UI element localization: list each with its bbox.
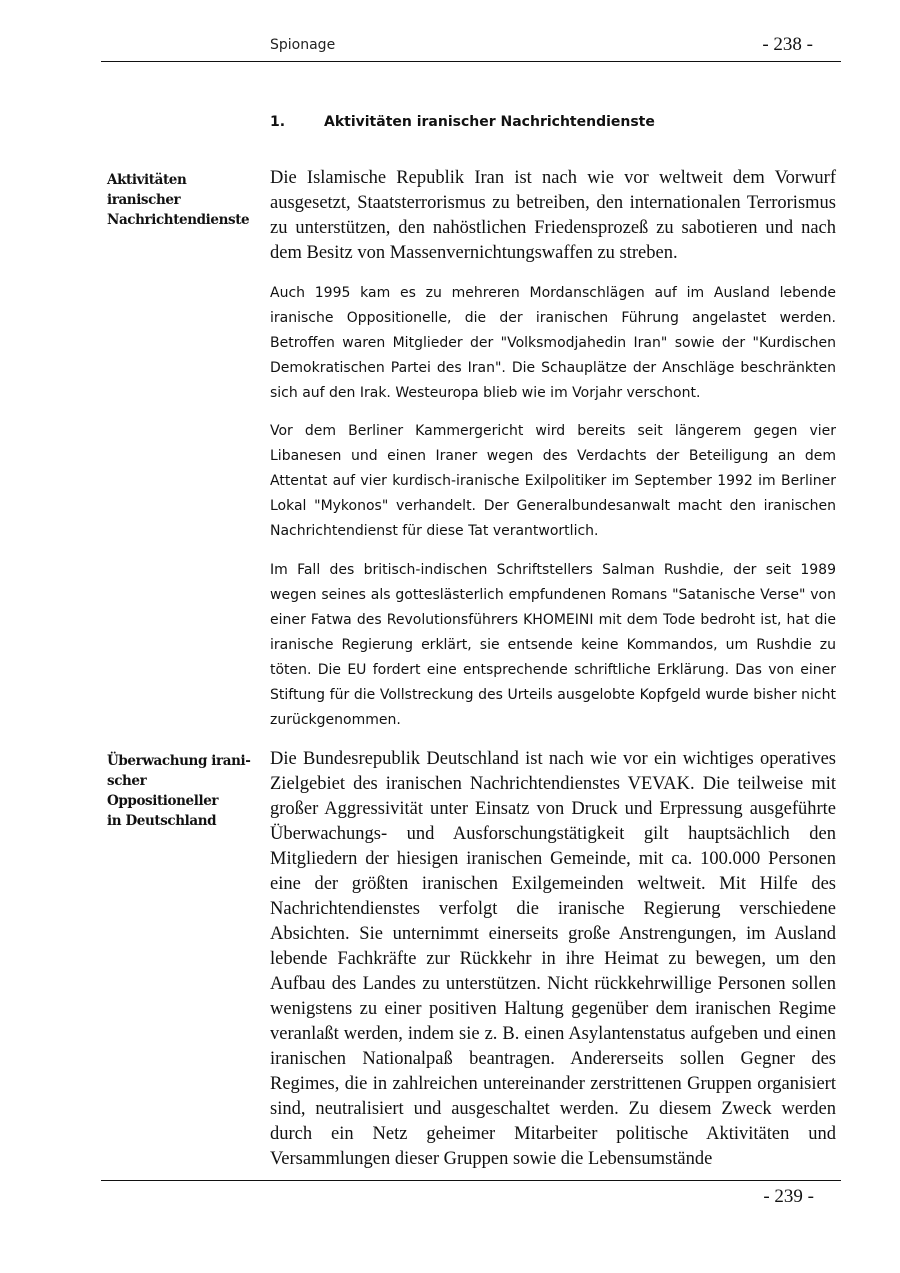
running-header-title: Spionage bbox=[270, 37, 336, 53]
margin-note-surveillance: Überwachung irani- scher Oppositioneller in Deutschland bbox=[107, 753, 251, 829]
section-number: 1. bbox=[270, 114, 286, 130]
header-rule bbox=[101, 61, 841, 62]
paragraph-mykonos-trial: Vor dem Berliner Kammergericht wird bereits seit längerem gegen vier Libanesen und einen Iraner wegen des Verdachts der Beteiligung an dem Attentat auf vier kurdisch-iranische Exilpolitiker im September 1992 im Berliner Lokal "Mykonos" verhandelt. Der Generalbundesanwalt macht den iranischen Nachrichtendienst für diese Tat verantwortlich. bbox=[270, 423, 836, 539]
header-page-number: - 238 - bbox=[762, 34, 813, 55]
section-title: Aktivitäten iranischer Nachrichtendienste bbox=[324, 114, 655, 130]
margin-note-activities: Aktivitäten iranischer Nachrichtendienste bbox=[107, 172, 250, 228]
paragraph-intro: Die Islamische Republik Iran ist nach wie vor weltweit dem Vorwurf ausgesetzt, Staatsterrorismus zu betreiben, den internationalen Terrorismus zu unterstützen, den nahöstlichen Friedensprozeß zu sabotieren und nach dem Besitz von Massenvernichtungswaffen zu streben. bbox=[270, 168, 836, 263]
paragraph-assassinations-1995: Auch 1995 kam es zu mehreren Mordanschlägen auf im Ausland lebende iranische Oppositionelle, die der iranischen Führung angelastet werden. Betroffen waren Mitglieder der "Volksmodjahedin Iran" sowie der "Kurdischen Demokratischen Partei des Iran". Die Schauplätze der Anschläge beschränkten sich auf den Irak. Westeuropa blieb wie im Vorjahr verschont. bbox=[270, 285, 836, 401]
footer-page-number: - 239 - bbox=[763, 1186, 814, 1207]
paragraph-vevak: Die Bundesrepublik Deutschland ist nach wie vor ein wichtiges operatives Zielgebiet des iranischen Nachrichtendienstes VEVAK. Die teilweise mit großer Aggressivität unter Einsatz von Druck und Erpressung ausgeführte Überwachungs- und Ausforschungstätigkeit gilt hauptsächlich den Mitgliedern der hiesigen iranischen Gemeinde, mit ca. 100.000 Personen eine der größten iranischen Exilgemeinden weltweit. Mit Hilfe des Nachrichtendienstes verfolgt die iranische Regierung verschiedene Absichten. Sie unternimmt einerseits große Anstrengungen, im Ausland lebende Fachkräfte zur Rückkehr in ihre Heimat zu bewegen, um den Aufbau des Landes zu unterstützen. Nicht rückkehrwillige Personen sollen wenigstens zu einer positiven Haltung gegenüber dem iranischen Regime veranlaßt werden, indem sie z. B. einen Asylantenstatus aufgeben und einen iranischen Nationalpaß beantragen. Andererseits sollen Gegner des Regimes, die in zahlreichen untereinander zerstrittenen Gruppen organisiert sind, neutralisiert und ausgeschaltet werden. Zu diesem Zweck werden durch ein Netz geheimer Mitarbeiter politische Aktivitäten und Versammlungen dieser Gruppen sowie die Lebensumstände bbox=[270, 749, 836, 1169]
footer-rule bbox=[101, 1180, 841, 1181]
section-heading bbox=[270, 114, 655, 130]
paragraph-rushdie: Im Fall des britisch-indischen Schriftstellers Salman Rushdie, der seit 1989 wegen seines als gotteslästerlich empfundenen Romans "Satanische Verse" von einer Fatwa des Revolutionsführers KHOMEINI mit dem Tode bedroht ist, hat die iranische Regierung erklärt, sie entsende keine Kommandos, um Rushdie zu töten. Die EU fordert eine entsprechende schriftliche Erklärung. Das von einer Stiftung für die Vollstreckung des Urteils ausgelobte Kopfgeld wurde bisher nicht zurückgenommen. bbox=[270, 562, 836, 728]
